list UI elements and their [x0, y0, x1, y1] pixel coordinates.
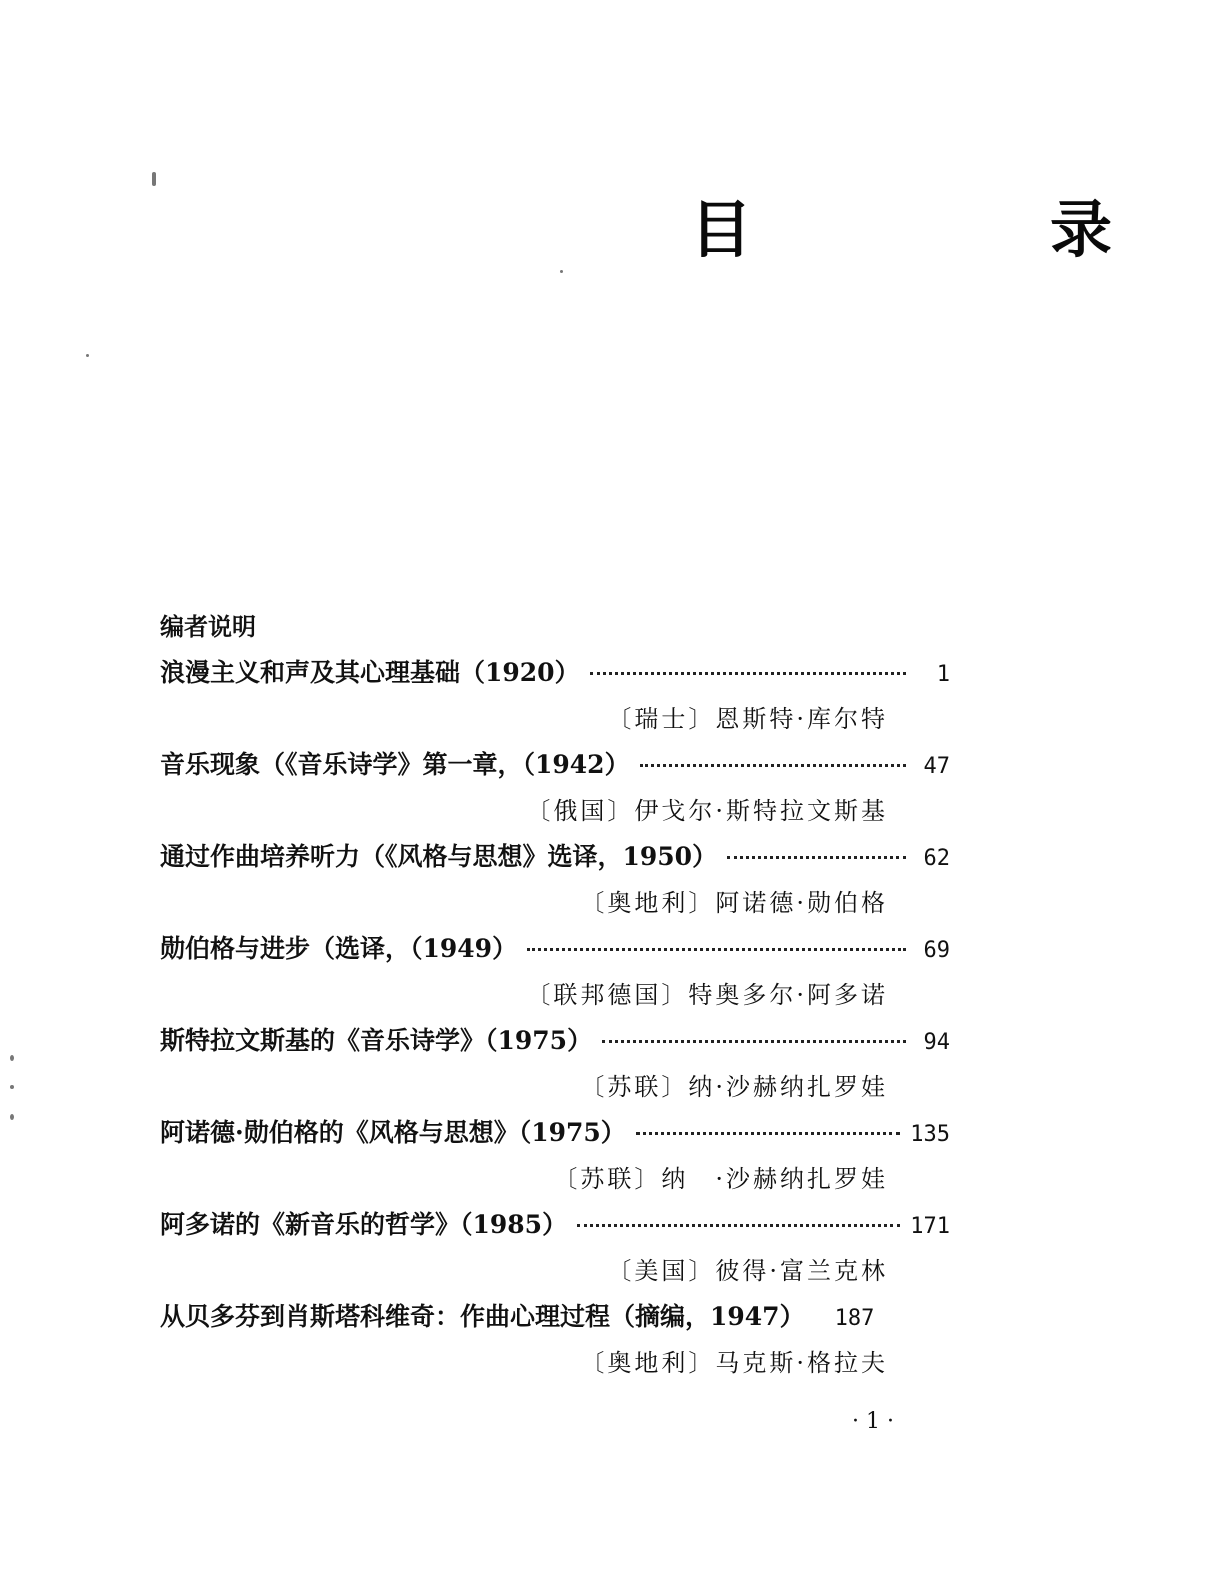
toc-dot-leader [636, 1132, 900, 1135]
toc-entry [160, 834, 950, 926]
toc-entry-author: 〔苏联〕纳·沙赫纳扎罗娃 [580, 1073, 888, 1101]
toc-entry-author: 〔奥地利〕马克斯·格拉夫 [580, 1349, 888, 1377]
toc-entry-title: 斯特拉文斯基的《音乐诗学》（1975） [160, 1026, 593, 1055]
toc-entry-page: 62 [923, 846, 950, 871]
scan-speck [10, 1055, 14, 1061]
scan-speck [560, 270, 563, 273]
toc-dot-leader [527, 948, 906, 951]
toc-entry [160, 650, 950, 742]
toc-entry-row [160, 1110, 950, 1156]
toc-dot-leader [727, 856, 906, 859]
toc-entry-row [160, 926, 950, 972]
toc-entry [160, 926, 950, 1018]
toc-entry-row [160, 650, 950, 696]
toc-entry-page: 47 [923, 754, 950, 779]
toc-entry-title: 浪漫主义和声及其心理基础（1920） [160, 658, 580, 687]
toc-dot-leader [577, 1224, 900, 1227]
toc-entry [160, 1110, 950, 1202]
toc-entry-author: 〔奥地利〕阿诺德·勋伯格 [580, 889, 888, 917]
toc-entry-title: 阿诺德·勋伯格的《风格与思想》（1975） [160, 1118, 626, 1147]
toc-entry [160, 1202, 950, 1294]
toc-entry-title: 阿多诺的《新音乐的哲学》（1985） [160, 1210, 568, 1239]
toc-entry-row [160, 834, 950, 880]
toc-dot-leader [590, 672, 906, 675]
toc-entry-row [160, 1294, 950, 1340]
toc-entry-author: 〔美国〕彼得·富兰克林 [607, 1257, 888, 1285]
scan-speck [10, 1085, 14, 1089]
toc-entry-page: 171 [910, 1214, 950, 1239]
toc-entry-author: 〔俄国〕伊戈尔·斯特拉文斯基 [526, 797, 888, 825]
scan-speck [86, 354, 89, 357]
scan-speck [152, 172, 156, 186]
scan-speck [10, 1114, 14, 1120]
toc-entry-page: 187 [834, 1306, 875, 1331]
table-of-contents [160, 604, 950, 1386]
toc-entry-author: 〔联邦德国〕特奥多尔·阿多诺 [526, 981, 888, 1009]
toc-entry [160, 742, 950, 834]
toc-entry-row [160, 1202, 950, 1248]
toc-entry-page: 94 [923, 1030, 950, 1055]
page-title: 目 录 [690, 193, 1230, 266]
toc-entry-row [160, 742, 950, 788]
toc-entry-page: 69 [923, 938, 950, 963]
toc-entry-author: 〔苏联〕纳 ·沙赫纳扎罗娃 [553, 1165, 888, 1193]
toc-entry-row [160, 1018, 950, 1064]
toc-dot-leader [602, 1040, 906, 1043]
toc-entry-page: 135 [910, 1122, 950, 1147]
toc-entry [160, 1018, 950, 1110]
toc-entry-title: 音乐现象（《音乐诗学》第一章，（1942） [160, 750, 630, 779]
toc-entry-title: 勋伯格与进步（选译，（1949） [160, 934, 518, 963]
toc-entry [160, 1294, 950, 1386]
toc-entry-title: 通过作曲培养听力（《风格与思想》选译，1950） [160, 842, 718, 871]
toc-dot-leader [640, 764, 906, 767]
toc-entry-title: 从贝多芬到肖斯塔科维奇：作曲心理过程（摘编，1947） [160, 1302, 805, 1331]
toc-entry-page: 1 [936, 662, 950, 687]
page-number: · 1 · [852, 1409, 894, 1434]
toc-entry-author: 〔瑞士〕恩斯特·库尔特 [607, 705, 888, 733]
toc-preface: 编者说明 [160, 612, 256, 641]
